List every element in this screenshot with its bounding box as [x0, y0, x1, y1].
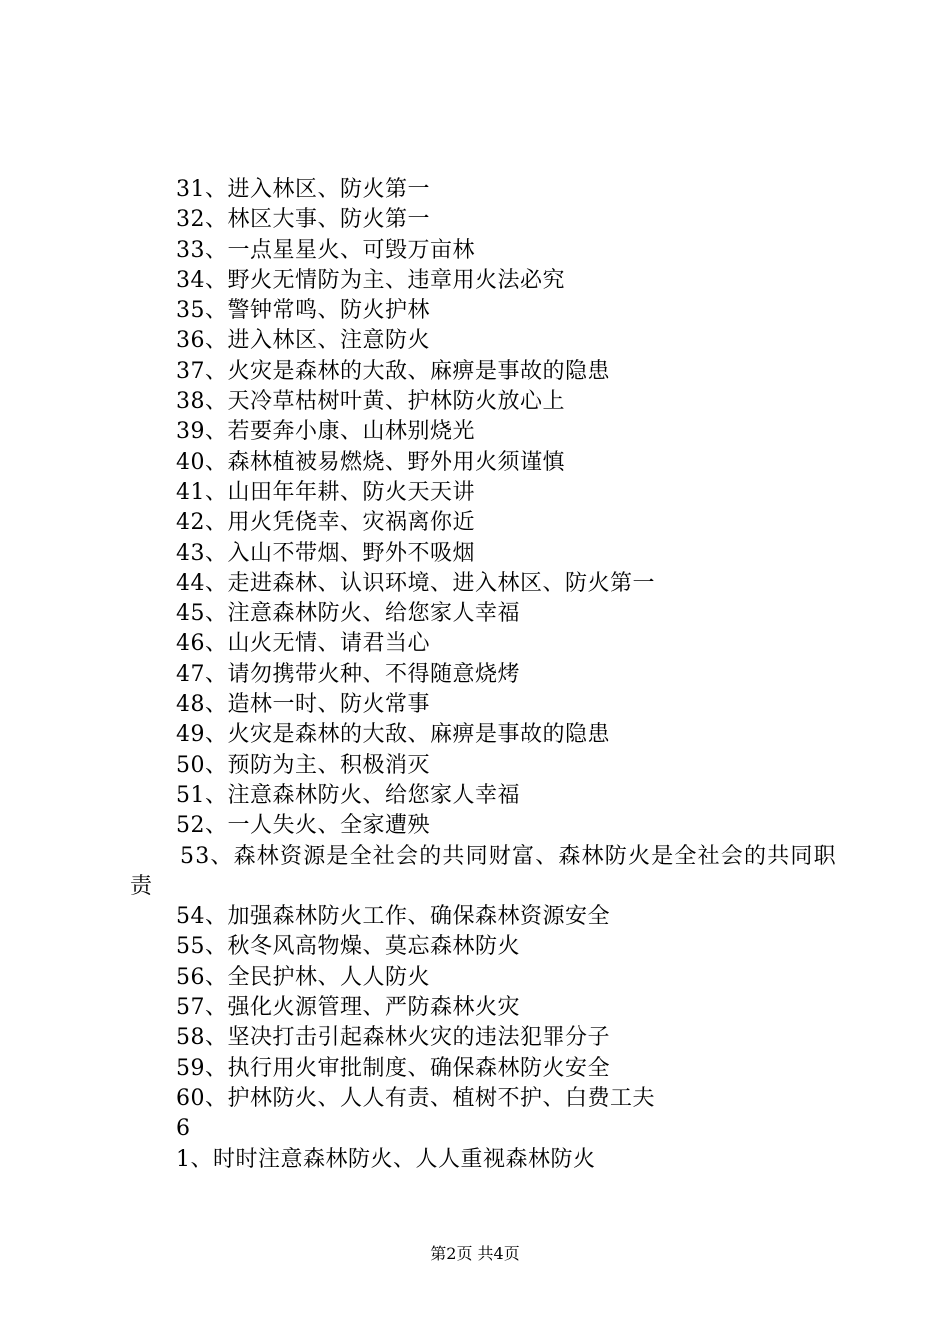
list-item: 33、一点星星火、可毁万亩林: [176, 237, 475, 263]
slogan-list: [130, 175, 840, 1175]
list-item: 38、天冷草枯树叶黄、护林防火放心上: [176, 389, 565, 415]
list-item: 40、森林植被易燃烧、野外用火须谨慎: [176, 449, 565, 475]
list-item: 36、进入林区、注意防火: [176, 328, 430, 354]
list-item: 57、强化火源管理、严防森林火灾: [176, 995, 520, 1021]
list-item: 60、护林防火、人人有责、植树不护、白费工夫: [176, 1085, 655, 1111]
list-item: 39、若要奔小康、山林别烧光: [176, 419, 475, 445]
list-item: 31、进入林区、防火第一: [176, 177, 430, 202]
list-item: 50、预防为主、积极消灭: [176, 752, 430, 778]
list-item: 58、坚决打击引起森林火灾的违法犯罪分子: [176, 1025, 610, 1051]
list-item: 59、执行用火审批制度、确保森林防火安全: [176, 1055, 610, 1081]
list-item: 56、全民护林、人人防火: [176, 964, 430, 990]
list-item: 34、野火无情防为主、违章用火法必究: [176, 267, 565, 293]
list-item: 55、秋冬风高物燥、莫忘森林防火: [176, 934, 520, 960]
list-item: 1、时时注意森林防火、人人重视森林防火: [176, 1146, 596, 1172]
list-item: 44、走进森林、认识环境、进入林区、防火第一: [176, 570, 655, 596]
list-item: 46、山火无情、请君当心: [176, 631, 430, 657]
list-item: 37、火灾是森林的大敌、麻痹是事故的隐患: [176, 358, 610, 384]
list-item: 43、入山不带烟、野外不吸烟: [176, 540, 475, 566]
list-item: 54、加强森林防火工作、确保森林资源安全: [176, 904, 610, 930]
list-item: 42、用火凭侥幸、灾祸离你近: [176, 510, 475, 536]
list-item: 47、请勿携带火种、不得随意烧烤: [176, 661, 520, 687]
list-item: 52、一人失火、全家遭殃: [176, 813, 430, 839]
list-item: 51、注意森林防火、给您家人幸福: [176, 782, 520, 808]
list-item: 48、造林一时、防火常事: [176, 692, 430, 718]
list-item: 6: [176, 1116, 191, 1142]
list-item: 49、火灾是森林的大敌、麻痹是事故的隐患: [176, 722, 610, 748]
list-item: 35、警钟常鸣、防火护林: [176, 298, 430, 324]
list-item-wrapped: 53、森林资源是全社会的共同财富、森林防火是全社会的共同职责: [130, 843, 837, 899]
list-item: 32、林区大事、防火第一: [176, 207, 430, 233]
list-item: 41、山田年年耕、防火天天讲: [176, 479, 475, 505]
page-number-footer: 第2页 共4页: [430, 1244, 520, 1263]
list-item: 45、注意森林防火、给您家人幸福: [176, 601, 520, 627]
